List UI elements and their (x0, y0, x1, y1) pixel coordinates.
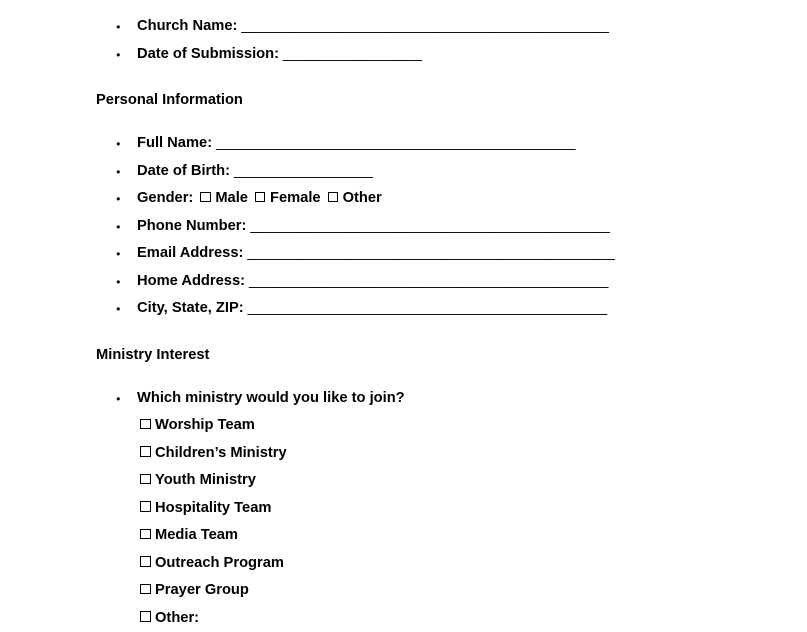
bullet-icon: ● (116, 385, 121, 413)
blank-line[interactable]: ____________________________________________ (248, 300, 607, 316)
checkbox-icon[interactable] (140, 556, 151, 567)
checkbox-icon[interactable] (140, 474, 151, 485)
field-label: Full Name: (137, 135, 212, 151)
checkbox-icon[interactable] (140, 419, 151, 430)
blank-line[interactable]: ____________________________________________ (250, 218, 609, 234)
option-label: Outreach Program (155, 555, 284, 571)
ministry-option-hospitality-team (96, 495, 777, 523)
field-label: City, State, ZIP: (137, 300, 244, 316)
bullet-icon: ● (116, 295, 121, 323)
field-label: Church Name: (137, 18, 237, 34)
bullet-icon: ● (116, 185, 121, 213)
option-label: Female (270, 190, 321, 206)
option-label: Prayer Group (155, 582, 249, 598)
ministry-option-outreach-program (96, 550, 777, 578)
field-label: Home Address: (137, 273, 245, 289)
bullet-icon: ● (116, 13, 121, 41)
gender-option-female (255, 190, 321, 206)
checkbox-icon[interactable] (200, 192, 211, 203)
option-label: Media Team (155, 527, 238, 543)
field-label: Phone Number: (137, 218, 246, 234)
checkbox-icon[interactable] (255, 192, 266, 203)
section-heading-ministry-interest: Ministry Interest (96, 342, 777, 370)
field-phone-number (96, 213, 777, 241)
field-church-name (96, 13, 777, 41)
field-home-address (96, 268, 777, 296)
checkbox-icon[interactable] (140, 446, 151, 457)
gender-option-male (200, 190, 248, 206)
ministry-option-youth-ministry (96, 467, 777, 495)
ministry-option-worship-team (96, 412, 777, 440)
blank-line[interactable]: ____________________________________________ (216, 135, 575, 151)
blank-line[interactable]: _________________ (234, 163, 373, 179)
option-label: Other (343, 190, 382, 206)
checkbox-icon[interactable] (140, 584, 151, 595)
field-label: Email Address: (137, 245, 243, 261)
option-label: Youth Ministry (155, 472, 256, 488)
field-label: Date of Birth: (137, 163, 230, 179)
bullet-icon: ● (116, 158, 121, 186)
checkbox-icon[interactable] (328, 192, 339, 203)
gender-option-other (328, 190, 382, 206)
option-label: Other: (155, 610, 199, 626)
field-label: Date of Submission: (137, 46, 279, 62)
checkbox-icon[interactable] (140, 501, 151, 512)
option-label: Male (215, 190, 248, 206)
option-label: Worship Team (155, 417, 255, 433)
question-ministry-join (96, 385, 777, 413)
bullet-icon: ● (116, 130, 121, 158)
blank-line[interactable]: _____________________________________________ (241, 18, 609, 34)
field-gender (96, 185, 777, 213)
field-full-name (96, 130, 777, 158)
blank-line[interactable]: _____________________________________________ (247, 245, 615, 261)
field-date-of-birth (96, 158, 777, 186)
ministry-option-prayer-group (96, 577, 777, 605)
bullet-icon: ● (116, 268, 121, 296)
field-date-of-submission (96, 41, 777, 69)
field-email-address (96, 240, 777, 268)
question-label: Which ministry would you like to join? (137, 390, 405, 406)
ministry-option-other (96, 605, 777, 632)
bullet-icon: ● (116, 240, 121, 268)
bullet-icon: ● (116, 213, 121, 241)
blank-line[interactable]: ____________________________________________ (249, 273, 608, 289)
blank-line[interactable]: _________________ (283, 46, 422, 62)
section-heading-personal-information: Personal Information (96, 87, 777, 115)
option-label: Children’s Ministry (155, 445, 287, 461)
option-label: Hospitality Team (155, 500, 271, 516)
ministry-option-childrens-ministry (96, 440, 777, 468)
field-city-state-zip (96, 295, 777, 323)
ministry-option-media-team (96, 522, 777, 550)
bullet-icon: ● (116, 41, 121, 69)
field-label: Gender: (137, 190, 193, 206)
checkbox-icon[interactable] (140, 529, 151, 540)
